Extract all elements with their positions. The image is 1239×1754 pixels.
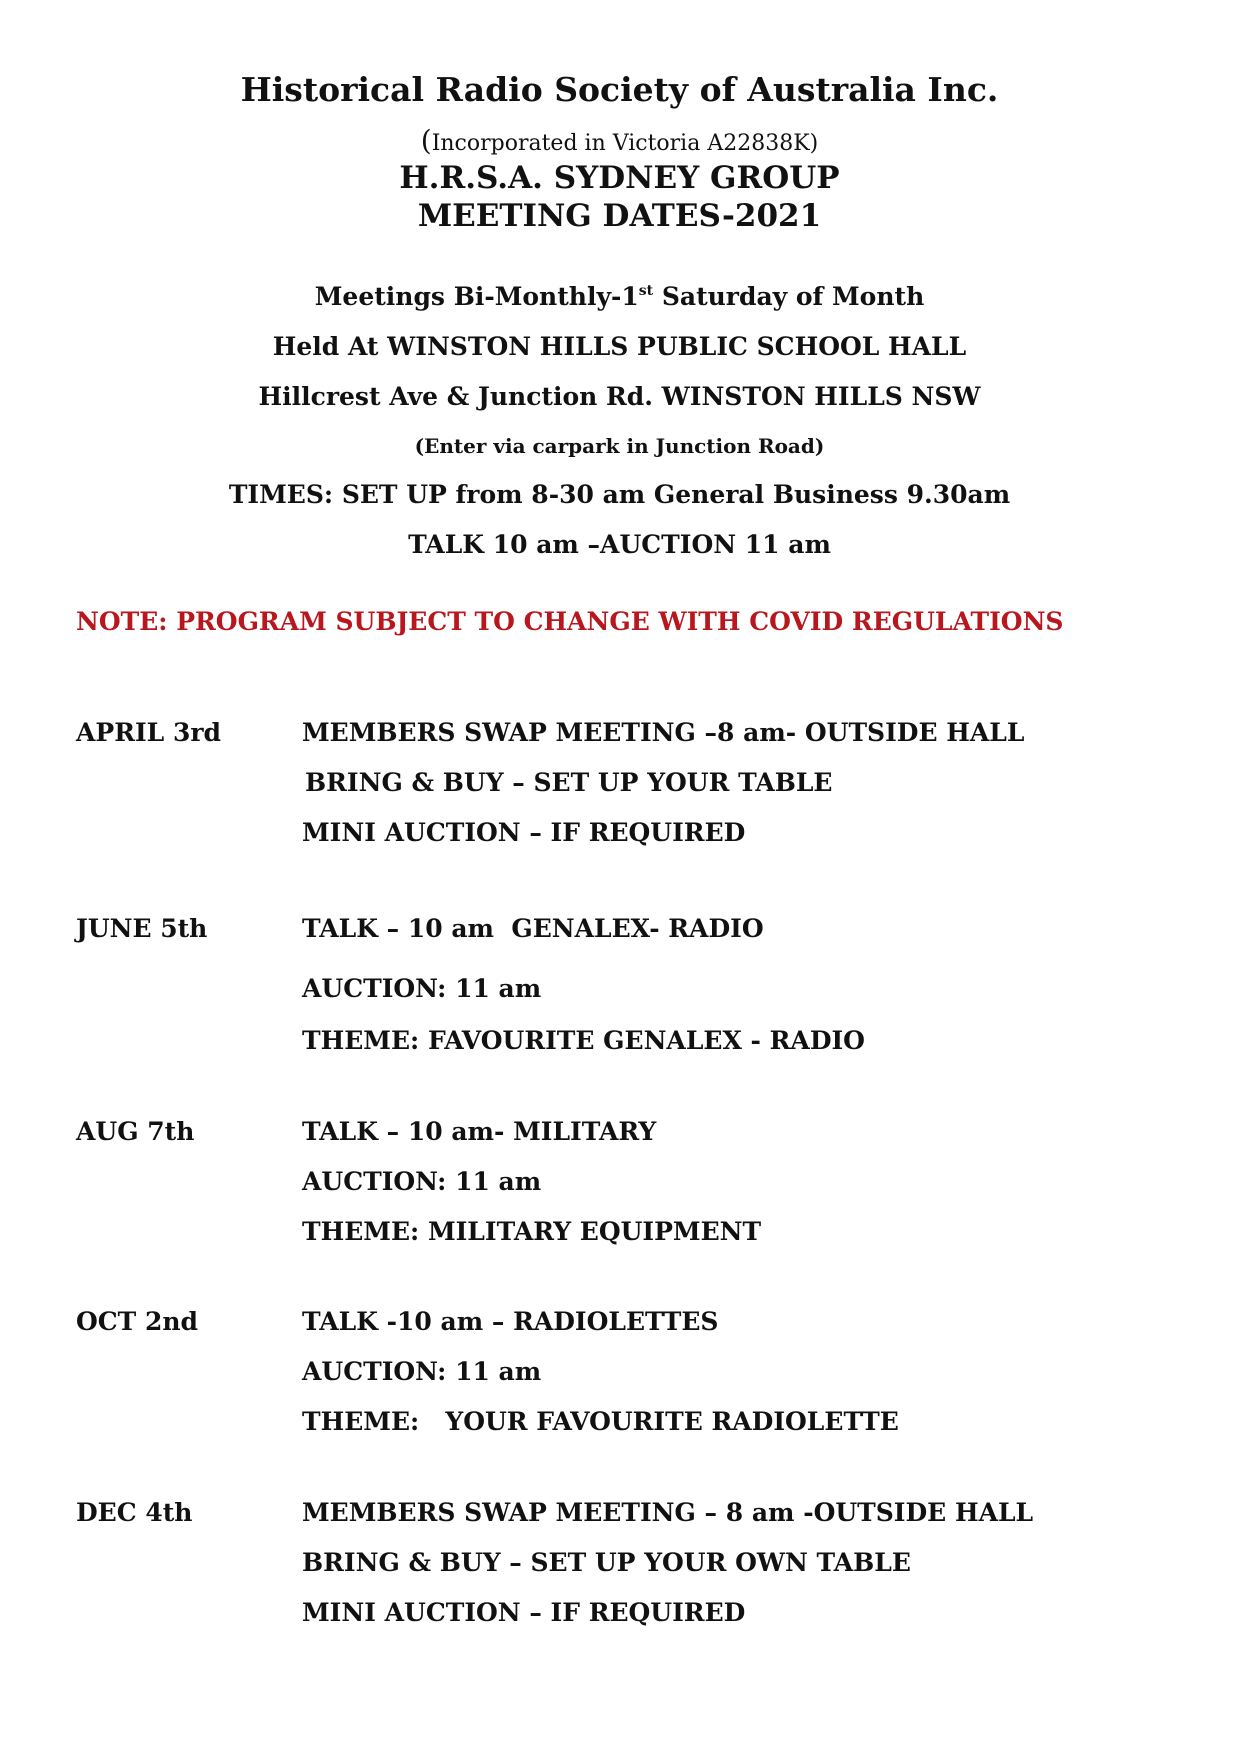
meeting-date: APRIL 3rd [76,718,221,747]
frequency-ordinal: st [638,283,654,299]
meeting-line: AUCTION: 11 am [302,1357,542,1386]
meeting-line: AUCTION: 11 am [302,974,542,1003]
address-line: Hillcrest Ave & Junction Rd. WINSTON HILLS NSW [258,382,981,411]
meeting-line: MEMBERS SWAP MEETING – 8 am -OUTSIDE HALL [302,1498,1034,1527]
talk-auction-line: TALK 10 am –AUCTION 11 am [408,530,831,559]
group-heading: H.R.S.A. SYDNEY GROUP [399,160,840,196]
meeting-line: BRING & BUY – SET UP YOUR OWN TABLE [302,1548,911,1577]
meeting-line: MINI AUCTION – IF REQUIRED [302,818,746,847]
incorporation-text: Incorporated in Victoria A22838K) [431,131,819,156]
meeting-date: JUNE 5th [76,914,208,943]
incorporation-paren: ( [420,124,432,157]
entry-note: (Enter via carpark in Junction Road) [414,434,825,458]
incorporation-note [0,124,1239,157]
meeting-line: MINI AUCTION – IF REQUIRED [302,1598,746,1627]
venue-line: Held At WINSTON HILLS PUBLIC SCHOOL HALL [272,332,967,361]
frequency-suffix: Saturday of Month [653,282,925,311]
meeting-dates-heading: MEETING DATES-2021 [417,198,822,234]
meeting-date: DEC 4th [76,1498,193,1527]
meeting-date: AUG 7th [76,1117,195,1146]
meeting-date: OCT 2nd [76,1307,199,1336]
meeting-line: MEMBERS SWAP MEETING –8 am- OUTSIDE HALL [302,718,1025,747]
meeting-line: THEME: MILITARY EQUIPMENT [302,1217,762,1246]
document-title: Historical Radio Society of Australia Inc. [240,70,999,109]
meeting-line: BRING & BUY – SET UP YOUR TABLE [305,768,833,797]
meeting-frequency [0,282,1239,311]
times-line: TIMES: SET UP from 8-30 am General Business 9.30am [228,480,1011,509]
covid-note: NOTE: PROGRAM SUBJECT TO CHANGE WITH COVID REGULATIONS [76,607,1064,636]
meeting-line: TALK – 10 am- MILITARY [302,1117,657,1146]
meeting-line: TALK -10 am – RADIOLETTES [302,1307,719,1336]
meeting-line: TALK – 10 am GENALEX- RADIO [302,914,764,943]
meeting-line: AUCTION: 11 am [302,1167,542,1196]
meeting-line: THEME: FAVOURITE GENALEX - RADIO [302,1026,865,1055]
meeting-line: THEME: YOUR FAVOURITE RADIOLETTE [302,1407,899,1436]
frequency-prefix: Meetings Bi-Monthly-1 [314,282,639,311]
